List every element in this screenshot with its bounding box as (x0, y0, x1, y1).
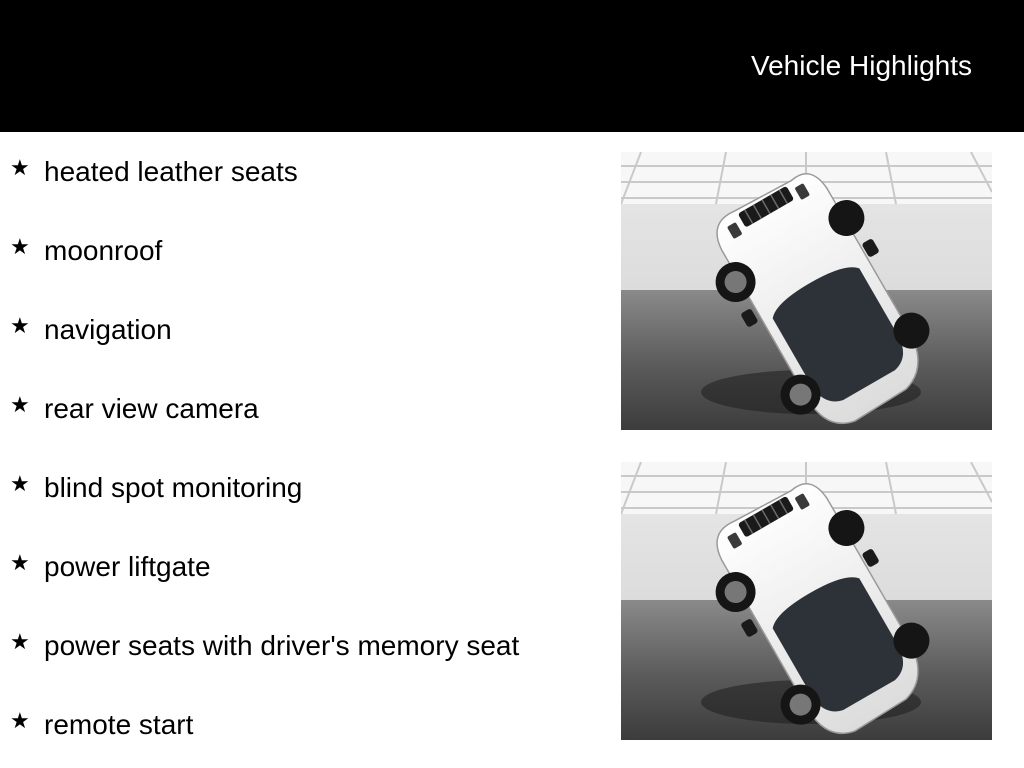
feature-label: rear view camera (44, 393, 259, 424)
feature-item (10, 547, 211, 587)
feature-item (10, 310, 172, 350)
vehicle-photo-image (621, 462, 992, 740)
star-icon: ★ (10, 234, 30, 259)
header-bar (0, 0, 1024, 132)
page-title: Vehicle Highlights (750, 50, 972, 81)
feature-item (10, 152, 298, 192)
feature-item (10, 705, 193, 745)
vehicle-photo-image (621, 152, 992, 430)
feature-item (10, 389, 259, 429)
feature-label: remote start (44, 709, 194, 740)
star-icon: ★ (10, 708, 30, 733)
feature-item (10, 626, 519, 666)
feature-item (10, 231, 162, 271)
star-icon: ★ (10, 392, 30, 417)
star-icon: ★ (10, 629, 30, 654)
feature-label: heated leather seats (44, 156, 298, 187)
feature-label: moonroof (44, 235, 163, 266)
feature-label: navigation (44, 314, 172, 345)
feature-label: power liftgate (44, 551, 211, 582)
star-icon: ★ (10, 471, 30, 496)
star-icon: ★ (10, 155, 30, 180)
star-icon: ★ (10, 550, 30, 575)
vehicle-photo (621, 152, 992, 430)
feature-item (10, 468, 302, 508)
star-icon: ★ (10, 313, 30, 338)
feature-label: power seats with driver's memory seat (44, 630, 520, 661)
vehicle-photo (621, 462, 992, 740)
feature-label: blind spot monitoring (44, 472, 303, 503)
